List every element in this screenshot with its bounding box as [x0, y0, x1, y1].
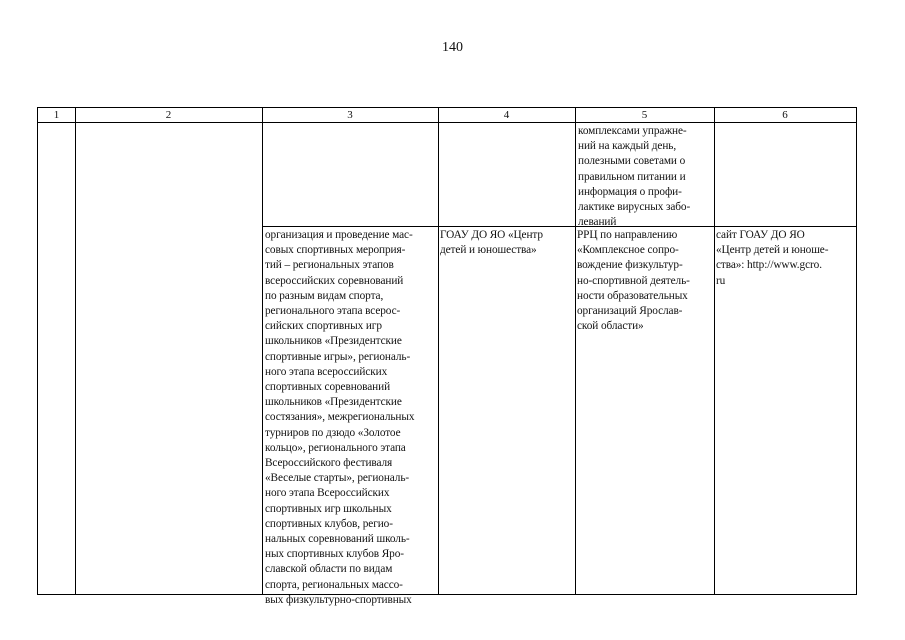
column-divider [75, 108, 76, 594]
column-header-2: 2 [165, 109, 172, 121]
data-table [37, 107, 857, 606]
column-header-3: 3 [347, 109, 353, 121]
column-divider [262, 108, 263, 594]
column-header-4: 4 [503, 109, 510, 121]
page-number: 140 [442, 40, 463, 55]
column-header-6: 6 [782, 109, 788, 121]
row-divider [262, 226, 856, 227]
table-cell-r1-c5: комплексами упражне- ний на каждый день, полезными советами о правильном питании и информация о профи- лактике вирусных забо- леваний [578, 125, 691, 229]
table-cell-r2-c5: РРЦ по направлению «Комплексное сопро- вождение физкультур- но-спортивной деятель- ности образовательных организаций Ярослав- ской области» [577, 229, 690, 333]
table-cell-r2-c6: сайт ГОАУ ДО ЯО «Центр детей и юноше- ства»: http://www.gcro. ru [716, 229, 829, 287]
column-divider [714, 108, 715, 594]
column-divider [575, 108, 576, 594]
table-cell-r2-c4: ГОАУ ДО ЯО «Центр детей и юношества» [440, 229, 543, 257]
column-header-1: 1 [53, 109, 60, 121]
column-header-5: 5 [641, 109, 648, 121]
column-divider [438, 108, 439, 594]
table-cell-r2-c3: организация и проведение мас- совых спортивных мероприя- тий – региональных этапов всероссийских соревнований по разным видам спорта, регионального этапа всерос- сийских спортивных игр школьников «Президентские спортивные игры», региональ- ного этапа всероссийских спортивных соревнований школьников «Президентские состязания», межрегиональных турниров по дзюдо «Золотое кольцо», регионального этапа Всероссийского фестиваля «Веселые старты», региональ- ного этапа Всероссийских спортивных игр школьных спортивных клубов, регио- нальных соревнований школь- ных спортивных клубов Яро- славской области по видам спорта, региональных массо- вых физкультурно-спортивных [265, 229, 415, 606]
header-row-divider [38, 122, 856, 123]
